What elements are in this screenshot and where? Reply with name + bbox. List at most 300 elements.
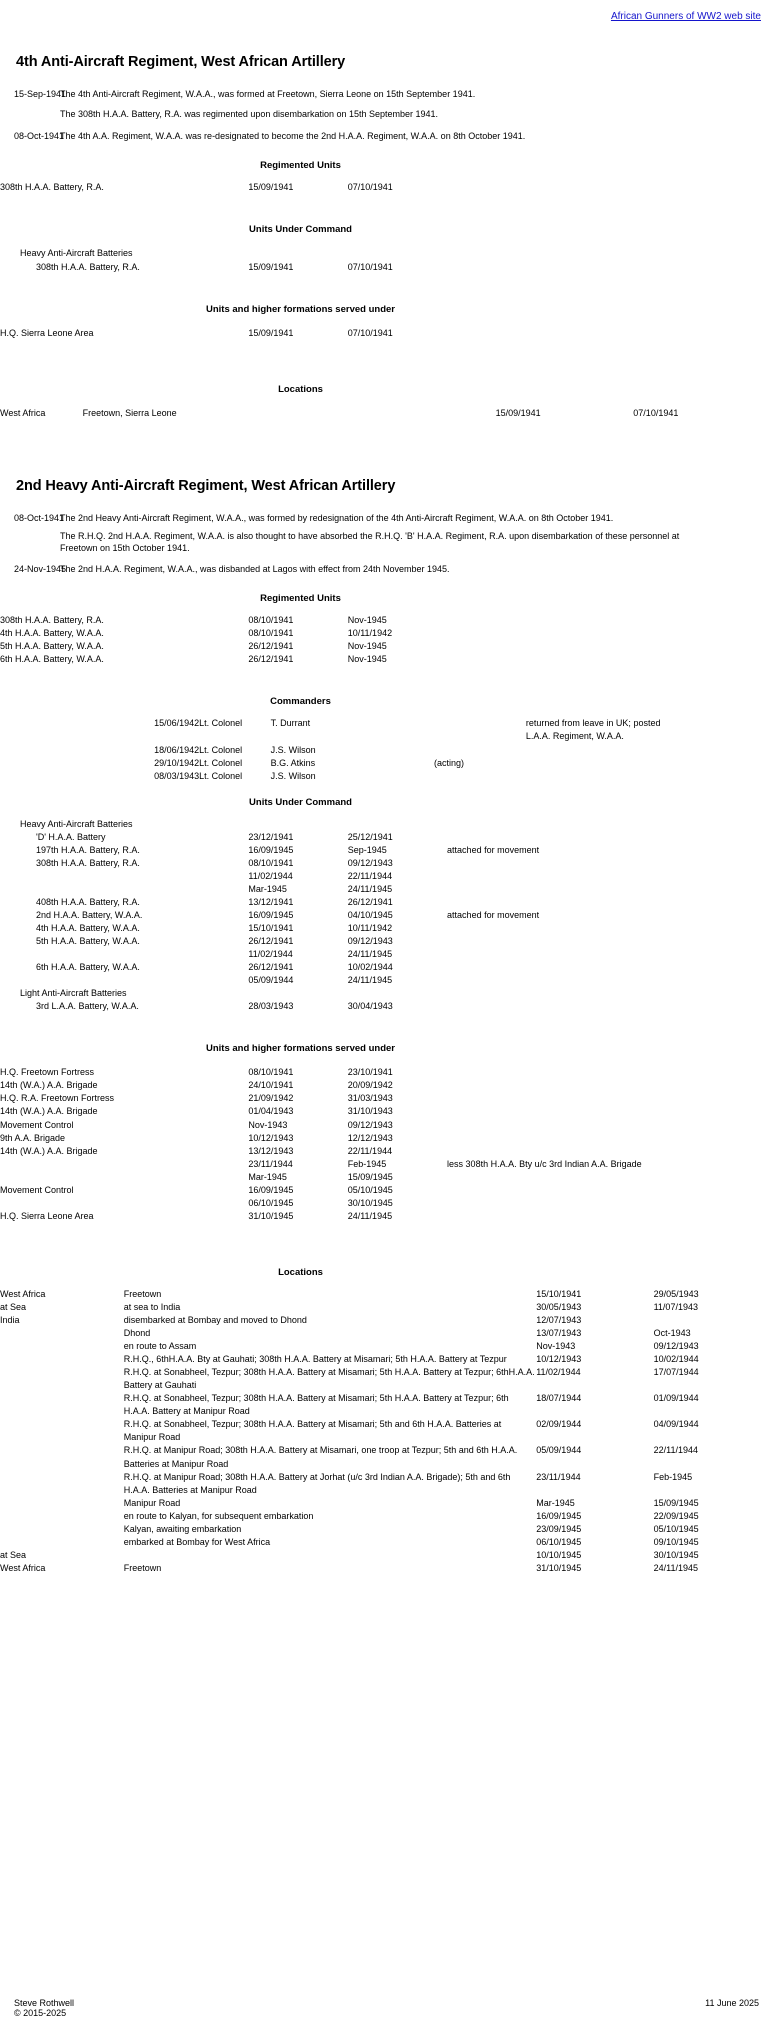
unit-note	[447, 181, 771, 194]
table-row	[0, 744, 771, 757]
unit-note	[447, 857, 771, 870]
section-heading-units-under-command: Units Under Command	[249, 796, 352, 808]
unit-note	[447, 653, 771, 666]
event-row	[0, 512, 771, 524]
commander-note	[526, 770, 771, 783]
location-to-date: 07/10/1941	[633, 407, 679, 418]
unit-to-date: 24/11/1945	[347, 975, 393, 986]
served-under-table-1	[0, 327, 771, 340]
table-row	[0, 844, 771, 857]
table-row	[0, 1119, 771, 1132]
commander-note	[526, 744, 771, 757]
table-row	[0, 1392, 771, 1418]
unit-note	[447, 922, 771, 935]
formation-to-date: 05/10/1945	[347, 1184, 393, 1195]
formation-to-date: 23/10/1941	[347, 1067, 393, 1078]
commander-name: T. Durrant	[270, 718, 311, 729]
location-from-date: 15/09/1941	[495, 407, 541, 418]
formation-from-date: Mar-1945	[248, 1171, 287, 1182]
formation-name: H.Q. Freetown Fortress	[0, 1067, 95, 1078]
formation-to-date: 31/03/1943	[347, 1093, 393, 1104]
formation-to-date: 22/11/1944	[347, 1145, 393, 1156]
unit-to-date: 09/12/1943	[347, 936, 393, 947]
commander-note: returned from leave in UK; posted	[525, 718, 661, 729]
table-row	[0, 327, 771, 340]
event-row	[0, 88, 771, 100]
table-row	[0, 770, 771, 783]
battery-group-label: Heavy Anti-Aircraft Batteries	[20, 248, 133, 259]
location-region: West Africa	[0, 1562, 46, 1573]
unit-name: 5th H.A.A. Battery, W.A.A.	[36, 936, 140, 947]
formation-note	[447, 1171, 771, 1184]
location-to-date: Feb-1945	[653, 1471, 693, 1482]
location-to-date: 05/10/1945	[653, 1523, 699, 1534]
table-row	[0, 261, 771, 274]
unit-name: 6th H.A.A. Battery, W.A.A.	[0, 654, 104, 665]
table-row	[0, 1145, 771, 1158]
location-to-date	[654, 1314, 771, 1327]
formation-name	[0, 1158, 248, 1171]
unit-to-date: 10/11/1942	[347, 628, 393, 639]
unit-to-date: Nov-1945	[347, 641, 387, 652]
formation-from-date: 13/12/1943	[248, 1145, 294, 1156]
location-to-date: 15/09/1945	[653, 1497, 699, 1508]
formation-name: 14th (W.A.) A.A. Brigade	[0, 1080, 98, 1091]
unit-from-date: Mar-1945	[248, 883, 287, 894]
location-place: R.H.Q. at Manipur Road; 308th H.A.A. Battery at Misamari, one troop at Tezpur; 5th and 6th H.A.A. Batteries at Manipur Road	[123, 1445, 518, 1469]
table-row	[0, 653, 771, 666]
unit-to-date: Nov-1945	[347, 654, 387, 665]
battery-group-label: Light Anti-Aircraft Batteries	[20, 988, 127, 999]
unit-to-date: 30/04/1943	[347, 1001, 393, 1012]
formation-note	[447, 1079, 771, 1092]
unit-to-date: 04/10/1945	[347, 909, 393, 920]
formation-name: Movement Control	[0, 1184, 74, 1195]
location-place: R.H.Q. at Sonabheel, Tezpur; 308th H.A.A. Battery at Misamari; 5th and 6th H.A.A. Batteries at Manipur Road	[123, 1419, 502, 1443]
table-row	[0, 1184, 771, 1197]
unit-from-date: 05/09/1944	[248, 975, 294, 986]
commander-rank: Lt. Colonel	[199, 744, 243, 755]
unit-from-date: 08/10/1941	[248, 615, 294, 626]
location-from-date: 13/07/1943	[536, 1328, 582, 1339]
battery-group-label: Heavy Anti-Aircraft Batteries	[20, 818, 133, 829]
formation-to-date: 07/10/1941	[347, 327, 393, 338]
commander-acting-flag	[434, 770, 526, 783]
regimented-units-table-2	[0, 614, 771, 666]
table-row	[0, 1288, 771, 1301]
units-under-command-table-2	[0, 818, 771, 1014]
unit-from-date: 16/09/1945	[248, 909, 294, 920]
location-from-date: Nov-1943	[536, 1341, 576, 1352]
formation-from-date: 01/04/1943	[248, 1106, 294, 1117]
locations-table-1	[0, 407, 771, 420]
footer-copyright: © 2015-2025	[14, 2008, 67, 2018]
unit-note	[447, 870, 771, 883]
formation-to-date: 31/10/1943	[347, 1106, 393, 1117]
formation-from-date: 21/09/1942	[248, 1093, 294, 1104]
formation-note	[447, 1119, 771, 1132]
formation-to-date: 30/10/1945	[347, 1197, 393, 1208]
table-row	[0, 1132, 771, 1145]
formation-to-date: 15/09/1945	[347, 1171, 393, 1182]
location-region	[0, 1471, 124, 1497]
table-row	[0, 1444, 771, 1470]
location-from-date: 11/02/1944	[536, 1367, 581, 1378]
formation-from-date: 06/10/1945	[248, 1197, 294, 1208]
formation-to-date: 20/09/1942	[347, 1080, 393, 1091]
table-row	[0, 1536, 771, 1549]
unit-to-date: Sep-1945	[347, 844, 387, 855]
formation-from-date: 15/09/1941	[248, 327, 294, 338]
group-label-row	[0, 987, 771, 1000]
table-row	[0, 1418, 771, 1444]
event-row	[0, 563, 771, 575]
location-from-date: 10/10/1945	[536, 1549, 582, 1560]
unit-from-date: 15/09/1941	[248, 182, 294, 193]
table-row	[0, 730, 771, 743]
location-region	[0, 1418, 124, 1444]
table-row	[0, 896, 771, 909]
location-place: at sea to India	[123, 1301, 181, 1312]
unit-note	[447, 961, 771, 974]
formation-name: Movement Control	[0, 1119, 74, 1130]
location-to-date: 30/10/1945	[653, 1549, 699, 1560]
group-label-row	[0, 247, 771, 260]
unit-from-date: 26/12/1941	[248, 654, 294, 665]
unit-to-date: 24/11/1945	[347, 883, 393, 894]
location-place: Manipur Road	[123, 1497, 181, 1508]
unit-note: attached for movement	[447, 909, 540, 920]
event-row	[0, 108, 771, 120]
location-to-date: 10/02/1944	[653, 1354, 699, 1365]
location-to-date: Oct-1943	[653, 1328, 691, 1339]
commander-note	[526, 757, 771, 770]
table-row	[0, 1471, 771, 1497]
unit-name: 408th H.A.A. Battery, R.A.	[36, 896, 140, 907]
table-row	[0, 948, 771, 961]
location-place: Dhond	[123, 1328, 151, 1339]
table-row	[0, 407, 771, 420]
location-place: Kalyan, awaiting embarkation	[123, 1523, 242, 1534]
page-footer	[0, 1998, 771, 2018]
event-row	[0, 130, 771, 142]
commander-acting-flag	[434, 744, 526, 757]
location-region	[0, 1340, 124, 1353]
unit-to-date: 24/11/1945	[347, 949, 393, 960]
units-under-command-table-1	[0, 247, 771, 273]
group-label-row	[0, 818, 771, 831]
location-from-date: 10/12/1943	[536, 1354, 582, 1365]
formation-note	[447, 1145, 771, 1158]
regimented-units-table-1	[0, 181, 771, 194]
location-from-date: 30/05/1943	[536, 1301, 582, 1312]
unit-name: 3rd L.A.A. Battery, W.A.A.	[36, 1001, 139, 1012]
table-row	[0, 614, 771, 627]
table-row	[0, 717, 771, 730]
formation-from-date: 24/10/1941	[248, 1080, 294, 1091]
unit-note	[447, 640, 771, 653]
table-row	[0, 181, 771, 194]
section-heading-units-under-command: Units Under Command	[249, 224, 352, 236]
commander-name: J.S. Wilson	[270, 744, 316, 755]
location-place: en route to Assam	[123, 1341, 197, 1352]
commander-rank: Lt. Colonel	[199, 757, 243, 768]
location-place: Freetown, Sierra Leone	[82, 407, 177, 418]
table-row	[0, 1366, 771, 1392]
formation-note	[447, 1184, 771, 1197]
location-region	[0, 1536, 124, 1549]
formation-note	[447, 1066, 771, 1079]
table-row	[0, 870, 771, 883]
unit-to-date: 07/10/1941	[347, 261, 393, 272]
formation-from-date: 10/12/1943	[248, 1132, 294, 1143]
unit-name: 308th H.A.A. Battery, R.A.	[0, 615, 104, 626]
table-row	[0, 640, 771, 653]
location-to-date: 29/05/1943	[653, 1288, 699, 1299]
table-row	[0, 627, 771, 640]
formation-name	[0, 1171, 248, 1184]
formation-to-date: 24/11/1945	[347, 1210, 393, 1221]
table-row	[0, 1562, 771, 1575]
location-to-date: 04/09/1944	[653, 1419, 699, 1430]
table-row	[0, 1105, 771, 1118]
unit-note	[447, 614, 771, 627]
location-to-date: 22/11/1944	[653, 1445, 698, 1456]
table-row	[0, 935, 771, 948]
formation-name: H.Q. R.A. Freetown Fortress	[0, 1093, 115, 1104]
location-from-date: 15/10/1941	[536, 1288, 582, 1299]
regiment-title-1: 4th Anti-Aircraft Regiment, West African Artillery	[16, 54, 346, 70]
african-gunners-site-link[interactable]: African Gunners of WW2 web site	[610, 11, 761, 22]
location-place	[124, 1549, 536, 1562]
location-from-date: 16/09/1945	[536, 1510, 582, 1521]
unit-to-date: 26/12/1941	[347, 896, 393, 907]
formation-note	[447, 1210, 771, 1223]
section-heading-locations: Locations	[278, 1266, 323, 1278]
unit-name	[0, 974, 248, 987]
location-region: India	[0, 1315, 20, 1325]
location-from-date: 31/10/1945	[536, 1562, 582, 1573]
location-to-date: 22/09/1945	[653, 1510, 699, 1521]
location-region	[0, 1366, 124, 1392]
commander-date: 15/06/1942	[154, 718, 200, 729]
unit-note	[447, 627, 771, 640]
unit-from-date: 23/12/1941	[248, 831, 294, 842]
formation-note	[447, 1197, 771, 1210]
event-row	[0, 530, 771, 554]
topbar	[0, 0, 771, 24]
location-region: West Africa	[0, 407, 46, 418]
location-place: en route to Kalyan, for subsequent embarkation	[123, 1510, 314, 1521]
commander-name: B.G. Atkins	[270, 757, 316, 768]
table-row	[0, 909, 771, 922]
location-from-date: 02/09/1944	[536, 1419, 582, 1430]
event-text: The 4th A.A. Regiment, W.A.A. was re-designated to become the 2nd H.A.A. Regiment, W.A.A. on 8th October 1941.	[60, 131, 526, 142]
table-row	[0, 961, 771, 974]
table-row	[0, 1158, 771, 1171]
event-text: The 4th Anti-Aircraft Regiment, W.A.A., was formed at Freetown, Sierra Leone on 15th September 1941.	[60, 89, 476, 99]
location-region: at Sea	[0, 1549, 27, 1560]
location-region	[0, 1353, 124, 1366]
location-to-date: 24/11/1945	[653, 1562, 698, 1573]
unit-note: attached for movement	[447, 844, 540, 855]
location-to-date: 01/09/1944	[653, 1393, 699, 1404]
commander-date: 08/03/1943	[154, 770, 200, 781]
footer-date: 11 June 2025	[705, 1998, 759, 2008]
location-region	[0, 1392, 124, 1418]
event-text: The R.H.Q. 2nd H.A.A. Regiment, W.A.A. is also thought to have absorbed the R.H.Q. 'B' H.A.A. Regiment, R.A. upon disembarkation of these personnel at Freetown on 15th October 1941.	[60, 530, 680, 553]
unit-name: 197th H.A.A. Battery, R.A.	[36, 844, 140, 855]
commander-acting-flag: (acting)	[433, 757, 464, 768]
formation-note	[447, 327, 771, 340]
section-heading-locations: Locations	[278, 383, 323, 395]
location-place: embarked at Bombay for West Africa	[123, 1536, 271, 1547]
table-row	[0, 1197, 771, 1210]
unit-name: 308th H.A.A. Battery, R.A.	[36, 857, 140, 868]
section-heading-commanders: Commanders	[270, 696, 331, 708]
table-row	[0, 1066, 771, 1079]
location-from-date: 23/11/1944	[536, 1471, 581, 1482]
location-place: R.H.Q. at Sonabheel, Tezpur; 308th H.A.A. Battery at Misamari; 5th H.A.A. Battery at Tezpur; 6thH.A.A. Battery at Gauhati	[123, 1367, 535, 1391]
unit-name: 6th H.A.A. Battery, W.A.A.	[36, 962, 140, 973]
location-from-date: 05/09/1944	[536, 1445, 582, 1456]
unit-from-date: 11/02/1944	[248, 870, 293, 881]
event-date: 08-Oct-1941	[14, 512, 65, 523]
table-row	[0, 1353, 771, 1366]
section-heading-served-under: Units and higher formations served under	[206, 303, 395, 315]
table-row	[0, 1497, 771, 1510]
table-row	[0, 1523, 771, 1536]
table-row	[0, 1510, 771, 1523]
table-row	[0, 1549, 771, 1562]
location-from-date: 23/09/1945	[536, 1523, 582, 1534]
formation-name: H.Q. Sierra Leone Area	[0, 1210, 94, 1221]
formation-from-date: 16/09/1945	[248, 1184, 294, 1195]
unit-from-date: 15/10/1941	[248, 923, 294, 934]
formation-from-date: Nov-1943	[248, 1119, 288, 1130]
formation-note: less 308th H.A.A. Bty u/c 3rd Indian A.A. Brigade	[447, 1158, 642, 1169]
table-row	[0, 757, 771, 770]
commander-rank: Lt. Colonel	[199, 770, 243, 781]
table-row	[0, 857, 771, 870]
unit-note	[447, 948, 771, 961]
location-region	[0, 1497, 124, 1510]
table-row	[0, 883, 771, 896]
table-row	[0, 1079, 771, 1092]
unit-name	[0, 870, 248, 883]
location-place: R.H.Q., 6thH.A.A. Bty at Gauhati; 308th H.A.A. Battery at Misamari; 5th H.A.A. Battery at Tezpur	[123, 1354, 507, 1365]
location-region	[0, 1444, 124, 1470]
formation-from-date: 31/10/1945	[248, 1210, 294, 1221]
table-row	[0, 1327, 771, 1340]
formation-name: H.Q. Sierra Leone Area	[0, 327, 94, 338]
location-from-date: 12/07/1943	[536, 1315, 582, 1325]
unit-note	[447, 974, 771, 987]
formation-note	[447, 1105, 771, 1118]
unit-from-date: 26/12/1941	[248, 962, 294, 973]
location-region	[0, 1327, 124, 1340]
formation-from-date: 08/10/1941	[248, 1067, 294, 1078]
unit-to-date: 25/12/1941	[347, 831, 393, 842]
unit-name	[0, 883, 248, 896]
location-from-date: 06/10/1945	[536, 1536, 582, 1547]
commander-note-continued: L.A.A. Regiment, W.A.A.	[525, 731, 624, 742]
unit-from-date: 08/10/1941	[248, 857, 294, 868]
unit-name	[0, 948, 248, 961]
unit-from-date: 26/12/1941	[248, 641, 294, 652]
unit-note	[447, 831, 771, 844]
table-row	[0, 1171, 771, 1184]
table-row	[0, 1000, 771, 1013]
event-date: 15-Sep-1941	[14, 89, 67, 99]
unit-note	[447, 896, 771, 909]
formation-to-date: Feb-1945	[347, 1158, 387, 1169]
unit-from-date: 13/12/1941	[248, 896, 294, 907]
location-to-date: 09/10/1945	[653, 1536, 699, 1547]
location-region	[0, 1523, 124, 1536]
section-heading-regimented-units: Regimented Units	[260, 593, 341, 605]
table-row	[0, 1314, 771, 1327]
table-row	[0, 1340, 771, 1353]
table-row	[0, 922, 771, 935]
unit-name: 5th H.A.A. Battery, W.A.A.	[0, 641, 104, 652]
unit-name: 308th H.A.A. Battery, R.A.	[36, 261, 140, 272]
unit-from-date: 16/09/1945	[248, 844, 294, 855]
event-date: 24-Nov-1945	[14, 564, 67, 575]
unit-to-date: 22/11/1944	[347, 870, 393, 881]
unit-from-date: 15/09/1941	[248, 261, 294, 272]
formation-name: 14th (W.A.) A.A. Brigade	[0, 1145, 98, 1156]
formation-to-date: 12/12/1943	[347, 1132, 393, 1143]
unit-name: 308th H.A.A. Battery, R.A.	[0, 182, 104, 193]
unit-name: 2nd H.A.A. Battery, W.A.A.	[36, 909, 143, 920]
commander-date: 18/06/1942	[154, 744, 200, 755]
commanders-table	[0, 717, 771, 782]
location-place: R.H.Q. at Sonabheel, Tezpur; 308th H.A.A. Battery at Misamari; 5th H.A.A. Battery at Tezpur; 6th H.A.A. Battery at Manipur Road	[123, 1393, 509, 1417]
unit-name: 4th H.A.A. Battery, W.A.A.	[0, 628, 104, 639]
unit-note	[447, 883, 771, 896]
event-text: The 2nd Heavy Anti-Aircraft Regiment, W.A.A., was formed by redesignation of the 4th Anti-Aircraft Regiment, W.A.A. on 8th October 1941.	[60, 512, 614, 523]
commander-rank: Lt. Colonel	[199, 718, 243, 729]
location-region	[0, 1510, 124, 1523]
event-text: The 308th H.A.A. Battery, R.A. was regimented upon disembarkation on 15th September 1941.	[60, 109, 439, 120]
table-row	[0, 1301, 771, 1314]
unit-from-date: 08/10/1941	[248, 628, 294, 639]
location-place: Freetown	[123, 1288, 162, 1299]
table-row	[0, 974, 771, 987]
unit-name: 4th H.A.A. Battery, W.A.A.	[36, 923, 140, 934]
event-text: The 2nd H.A.A. Regiment, W.A.A., was disbanded at Lagos with effect from 24th November 1945.	[60, 564, 450, 575]
unit-to-date: 10/11/1942	[347, 923, 393, 934]
commander-date: 29/10/1942	[154, 757, 200, 768]
formation-note	[447, 1092, 771, 1105]
location-to-date: 11/07/1943	[653, 1301, 698, 1312]
formation-to-date: 09/12/1943	[347, 1119, 393, 1130]
unit-to-date: Nov-1945	[347, 615, 387, 626]
formation-name: 9th A.A. Brigade	[0, 1132, 66, 1143]
commander-acting-flag	[434, 717, 526, 730]
location-place: disembarked at Bombay and moved to Dhond	[123, 1315, 307, 1325]
unit-name: 'D' H.A.A. Battery	[36, 831, 106, 842]
location-place: R.H.Q. at Manipur Road; 308th H.A.A. Battery at Jorhat (u/c 3rd Indian A.A. Brigade); 5th and 6th H.A.A. Batteries at Manipur Road	[123, 1471, 511, 1495]
unit-note	[447, 1000, 771, 1013]
table-row	[0, 831, 771, 844]
section-heading-served-under: Units and higher formations served under	[206, 1043, 395, 1055]
unit-to-date: 07/10/1941	[347, 182, 393, 193]
unit-note	[447, 261, 771, 274]
unit-from-date: 26/12/1941	[248, 936, 294, 947]
unit-to-date: 09/12/1943	[347, 857, 393, 868]
